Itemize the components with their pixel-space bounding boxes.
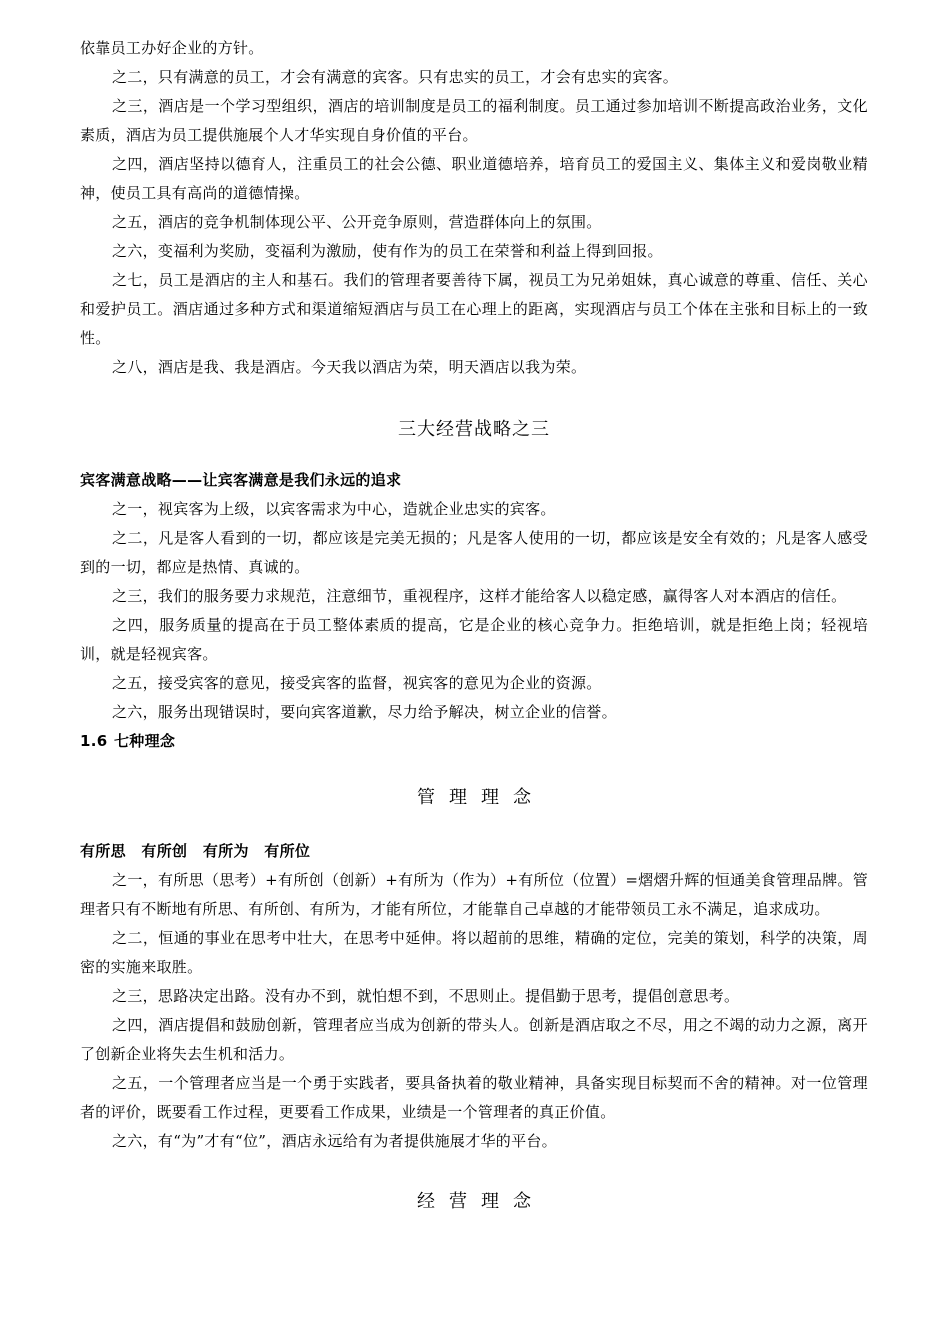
paragraph: 之三，酒店是一个学习型组织，酒店的培训制度是员工的福利制度。员工通过参加培训不断提高政治业务，文化素质，酒店为员工提供施展个人才华实现自身价值的平台。 [80,97,868,144]
paragraph: 之一，视宾客为上级，以宾客需求为中心，造就企业忠实的宾客。 [112,500,556,518]
paragraph: 之七，员工是酒店的主人和基石。我们的管理者要善待下属，视员工为兄弟姐妹，真心诚意的尊重、信任、关心和爱护员工。酒店通过多种方式和渠道缩短酒店与员工在心理上的距离，实现酒店与员工个体在主张和目标上的一致性。 [80,271,868,347]
paragraph: 之三，思路决定出路。没有办不到，就怕想不到，不思则止。提倡勤于思考，提倡创意思考。 [112,987,740,1005]
document-page [80,34,868,1213]
section-number: 1.6 [80,732,108,750]
employee-policy-block [80,34,868,382]
paragraph: 之八，酒店是我、我是酒店。今天我以酒店为荣，明天酒店以我为荣。 [112,358,587,376]
paragraph: 之五，一个管理者应当是一个勇于实践者，要具备执着的敬业精神，具备实现目标契而不舍的精神。对一位管理者的评价，既要看工作过程，更要看工作成果，业绩是一个管理者的真正价值。 [80,1074,868,1121]
paragraph: 之四，酒店坚持以德育人，注重员工的社会公德、职业道德培养，培育员工的爱国主义、集体主义和爱岗敬业精神，使员工具有高尚的道德情操。 [80,155,868,202]
guest-satisfaction-block [80,495,868,727]
paragraph: 之五，酒店的竞争机制体现公平、公开竞争原则，营造群体向上的氛围。 [112,213,602,231]
guest-satisfaction-heading: 宾客满意战略——让宾客满意是我们永远的追求 [80,471,402,489]
paragraph: 之二，只有满意的员工，才会有满意的宾客。只有忠实的员工，才会有忠实的宾客。 [112,68,679,86]
paragraph: 之六，有“为”才有“位”，酒店永远给有为者提供施展才华的平台。 [112,1132,557,1150]
section-title: 七种理念 [114,732,176,750]
paragraph: 之六，变福利为奖励，变福利为激励，使有作为的员工在荣誉和利益上得到回报。 [112,242,663,260]
paragraph: 之四，服务质量的提高在于员工整体素质的提高，它是企业的核心竞争力。拒绝培训，就是拒绝上岗；轻视培训，就是轻视宾客。 [80,616,868,663]
strategy-three-title: 三大经营战略之三 [398,419,550,440]
paragraph: 之六，服务出现错误时，要向宾客道歉，尽力给予解决，树立企业的信誉。 [112,703,617,721]
business-philosophy-title: 经营理念 [417,1191,545,1212]
paragraph: 之四，酒店提倡和鼓励创新，管理者应当成为创新的带头人。创新是酒店取之不尽，用之不竭的动力之源，离开了创新企业将失去生机和活力。 [80,1016,868,1063]
paragraph: 依靠员工办好企业的方针。 [80,39,264,57]
paragraph: 之一，有所思（思考）+有所创（创新）+有所为（作为）+有所位（位置）=熠熠升辉的恒通美食管理品牌。管理者只有不断地有所思、有所创、有所为，才能有所位，才能靠自己卓越的才能带领员工永不满足，追求成功。 [80,871,868,918]
management-philosophy-heading: 有所思 有所创 有所为 有所位 [80,842,311,860]
section-heading [80,727,868,756]
paragraph: 之二，恒通的事业在思考中壮大，在思考中延伸。将以超前的思维，精确的定位，完美的策划，科学的决策，周密的实施来取胜。 [80,929,868,976]
paragraph: 之二，凡是客人看到的一切，都应该是完美无损的；凡是客人使用的一切，都应该是安全有效的；凡是客人感受到的一切，都应是热情、真诚的。 [80,529,868,576]
paragraph: 之三，我们的服务要力求规范，注意细节，重视程序，这样才能给客人以稳定感，赢得客人对本酒店的信任。 [112,587,847,605]
paragraph: 之五，接受宾客的意见，接受宾客的监督，视宾客的意见为企业的资源。 [112,674,602,692]
management-philosophy-title: 管理理念 [417,787,545,808]
management-philosophy-block [80,866,868,1156]
